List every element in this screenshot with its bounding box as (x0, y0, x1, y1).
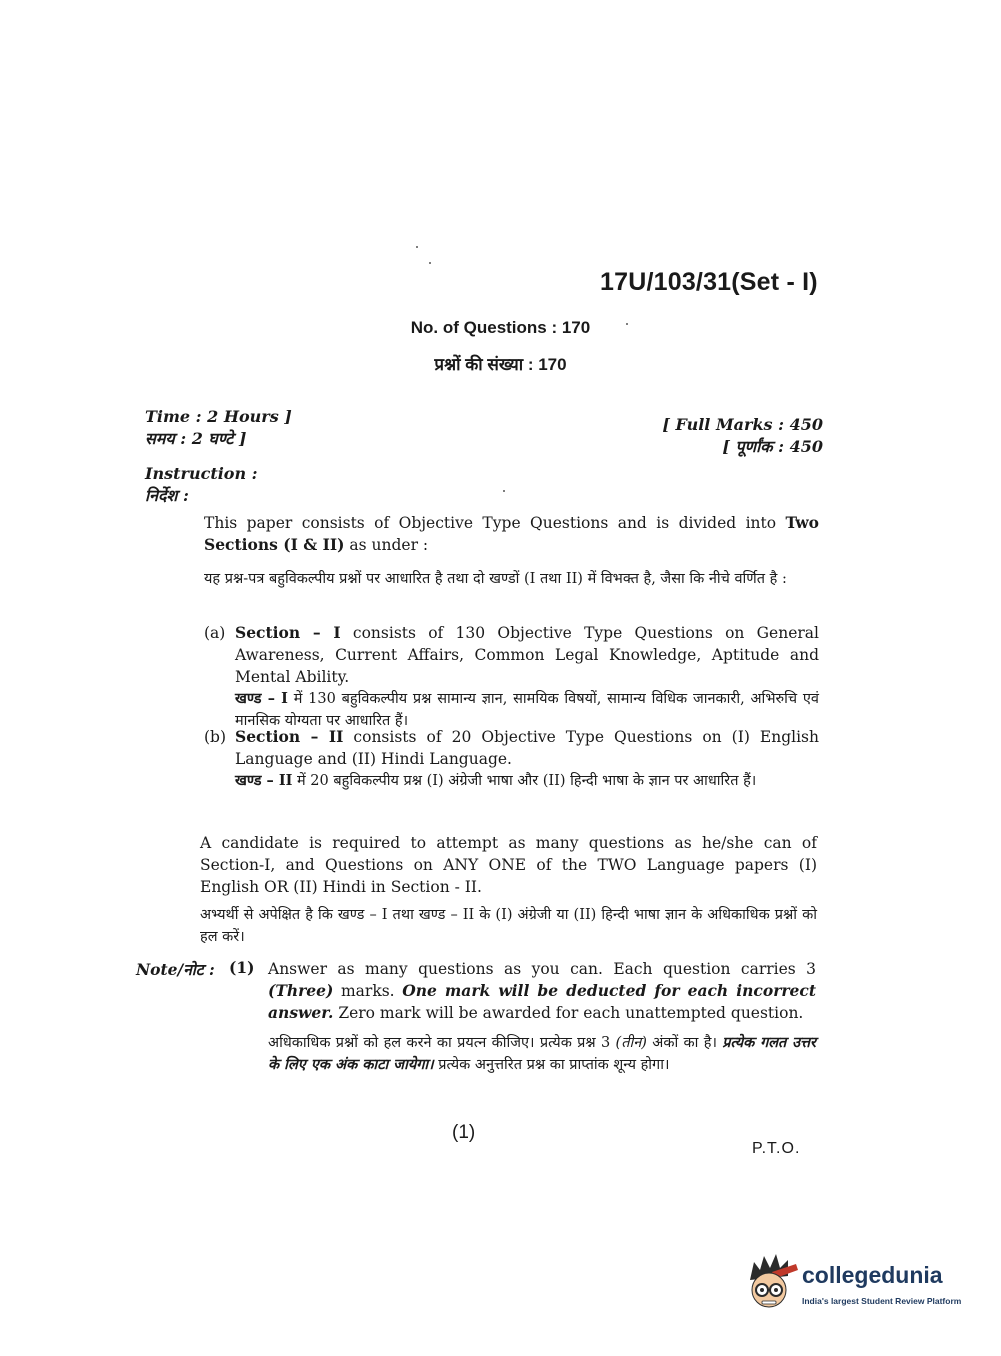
note-hi-5: प्रत्येक अनुत्तरित प्रश्न का प्राप्तांक शून्य होगा। (433, 1057, 670, 1073)
section-text-en (235, 622, 819, 688)
note-hi-1: अधिकाधिक प्रश्नों को हल करने का प्रयत्न कीजिए। प्रत्येक प्रश्न 3 (268, 1035, 616, 1051)
note-label: Note/नोट : (136, 960, 215, 979)
note-hi-4: प्रत्येक गलत उत्तर के लिए एक अंक काटा जायेगा। (268, 1034, 816, 1073)
marks-en: [ Full Marks : 450 (662, 415, 823, 434)
time-hi: समय : 2 घण्टे ] (145, 429, 247, 448)
brand-name: collegedunia (802, 1262, 943, 1288)
intro-hi: यह प्रश्न-पत्र बहुविकल्पीय प्रश्नों पर आधारित है तथा दो खण्डों (I तथा II) में विभक्त है, जैसा कि नीचे वर्णित है : (204, 571, 787, 587)
note-hi (268, 1032, 816, 1076)
marks-block (662, 414, 823, 458)
note-body (268, 958, 816, 1076)
section-text-en (235, 726, 819, 770)
time-en: Time : 2 Hours ] (145, 407, 292, 426)
section-text-hi (235, 770, 819, 792)
note-en-4: One mark will be deducted for each incorrect answer. (268, 981, 816, 1022)
time-block (145, 406, 292, 450)
paper-code: 17U/103/31(Set - I) (600, 268, 818, 296)
instruction-label (145, 463, 258, 507)
page-number: (1) (452, 1122, 476, 1143)
intro-en-tail: as under : (344, 536, 429, 554)
note-en-3: marks. (333, 982, 403, 1000)
intro-en (204, 512, 819, 556)
section-desc: consists of 130 Objective Type Questions on General Awareness, Current Affairs, Common Legal Knowledge, Aptitude and Mental Ability. (235, 624, 819, 686)
speck (503, 490, 505, 492)
note-en-5: Zero mark will be awarded for each unattempted question. (333, 1004, 804, 1022)
intro-en-bold: Two Sections (I & II) (204, 513, 819, 554)
speck (416, 246, 418, 248)
note-hi-3: अंकों का है। (646, 1035, 723, 1051)
num-questions-en: No. of Questions : 170 (410, 318, 591, 337)
section-item-b (204, 726, 819, 792)
section-desc-hi: में 20 बहुविकल्पीय प्रश्न (I) अंग्रेजी भाषा और (II) हिन्दी भाषा के ज्ञान पर आधारित हैं। (292, 773, 757, 789)
section-title: Section – II (235, 727, 344, 746)
mascot-icon (742, 1250, 800, 1312)
intro-en-text: This paper consists of Objective Type Questions and is divided into (204, 514, 786, 532)
section-title-hi: खण्ड – I (235, 690, 288, 707)
note-en-2: (Three) (268, 981, 334, 1000)
section-desc-hi: में 130 बहुविकल्पीय प्रश्न सामान्य ज्ञान, सामयिक विषयों, सामान्य विधिक जानकारी, अभिरुचि एवं मानसिक योग्यता पर आधारित हैं। (235, 691, 819, 729)
speck (429, 262, 431, 264)
section-title-hi: खण्ड – II (235, 772, 293, 789)
note-en (268, 958, 816, 1024)
instruction-label-en: Instruction : (145, 464, 258, 483)
note-hi-2: (तीन) (615, 1035, 647, 1051)
marks-hi: [ पूर्णांक : 450 (722, 437, 823, 456)
pto-label: P.T.O. (752, 1140, 801, 1157)
note-en-1: Answer as many questions as you can. Each question carries 3 (268, 960, 816, 978)
section-label: (b) (204, 728, 227, 746)
section-title: Section – I (235, 623, 341, 642)
brand-tagline: India's largest Student Review Platform (802, 1296, 962, 1306)
candidate-en: A candidate is required to attempt as many questions as he/she can of Section-I, and Questions on ANY ONE of the TWO Language papers (I) English OR (II) Hindi in Section - II. (200, 834, 817, 896)
note-number: (1) (229, 958, 255, 977)
section-desc: consists of 20 Objective Type Questions on (I) English Language and (II) Hindi Language. (235, 728, 819, 768)
section-label: (a) (204, 624, 226, 642)
candidate-hi: अभ्यर्थी से अपेक्षित है कि खण्ड – I तथा खण्ड – II के (I) अंग्रेजी या (II) हिन्दी भाषा ज्ञान के अधिकाधिक प्रश्नों को हल करें। (200, 907, 817, 945)
num-questions-hi: प्रश्नों की संख्या : 170 (434, 355, 567, 374)
instruction-label-hi: निर्देश : (145, 486, 189, 505)
section-item-a (204, 622, 819, 732)
